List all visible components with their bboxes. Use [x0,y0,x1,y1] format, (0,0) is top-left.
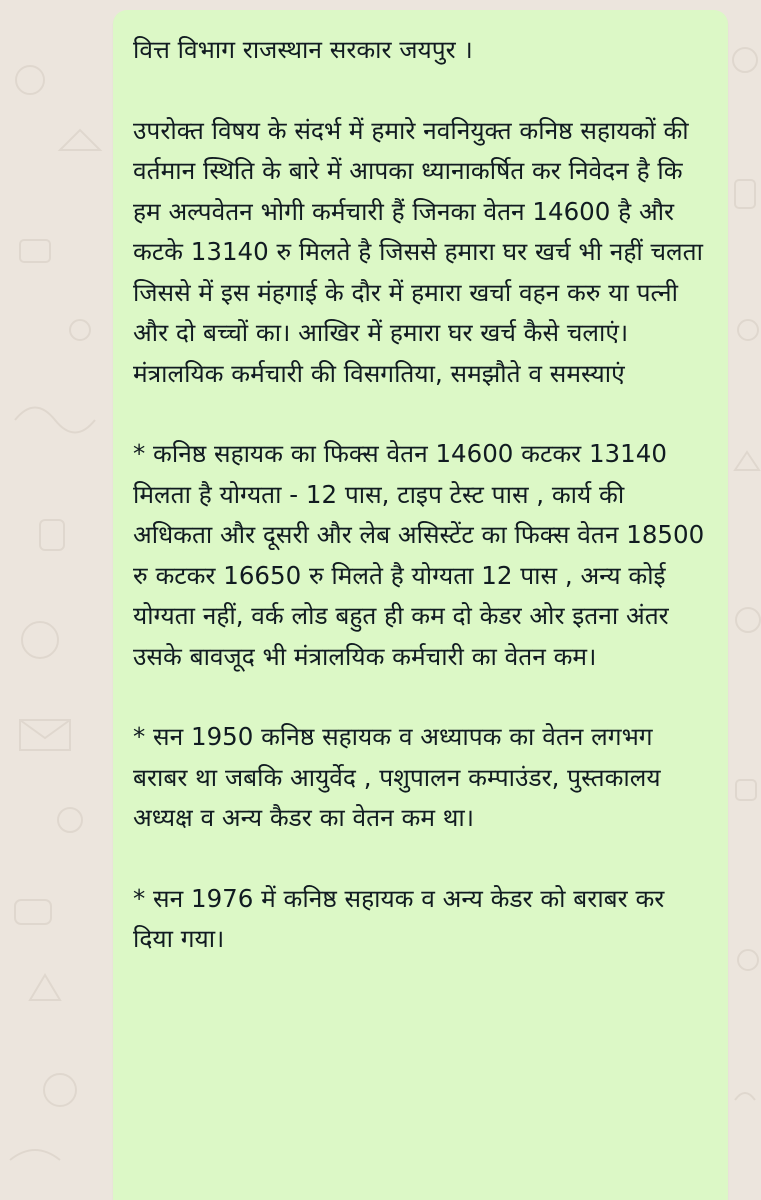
paragraph-gap [133,677,708,717]
message-paragraph: * सन 1950 कनिष्ठ सहायक व अध्यापक का वेतन लगभग बराबर था जबकि आयुर्वेद , पशुपालन कम्पाउंडर, पुस्तकालय अध्यक्ष व अन्य कैडर का वेतन कम था। [133,722,661,832]
message-paragraph: * सन 1976 में कनिष्ठ सहायक व अन्य केडर को बराबर कर दिया गया। [133,883,665,953]
message-bubble[interactable] [113,10,728,1200]
message-paragraph: उपरोक्त विषय के संदर्भ में हमारे नवनियुक्त कनिष्ठ सहायकों की वर्तमान स्थिति के बारे में आपका ध्यानाकर्षित कर निवेदन है कि हम अल्पवेतन भोगी कर्मचारी हैं जिनका वेतन 14600 है और कटके 13140 रु मिलते है जिससे हमारा घर खर्च भी नहीं चलता जिससे में इस मंहगाई के दौर में हमारा खर्चा वहन करु या पत्नी और दो बच्चों का। आखिर में हमारा घर खर्च कैसे चलाएं। मंत्रालयिक कर्मचारी की विसगतिया, समझौते व समस्याएं [133,115,703,388]
paragraph-gap [133,394,708,434]
message-paragraph: वित्त विभाग राजस्थान सरकार जयपुर । [133,35,473,64]
message-paragraph: * कनिष्ठ सहायक का फिक्स वेतन 14600 कटकर 13140 मिलता है योग्यता - 12 पास, टाइप टेस्ट पास , कार्य की अधिकता और दूसरी और लेब असिस्टेंट का फिक्स वेतन 18500 रु कटकर 16650 रु मिलते है योग्यता 12 पास , अन्य कोई योग्यता नहीं, वर्क लोड बहुत ही कम दो केडर ओर इतना अंतर उसके बावजूद भी मंत्रालयिक कर्मचारी का वेतन कम। [133,439,705,671]
paragraph-gap [133,71,708,111]
paragraph-gap [133,839,708,879]
